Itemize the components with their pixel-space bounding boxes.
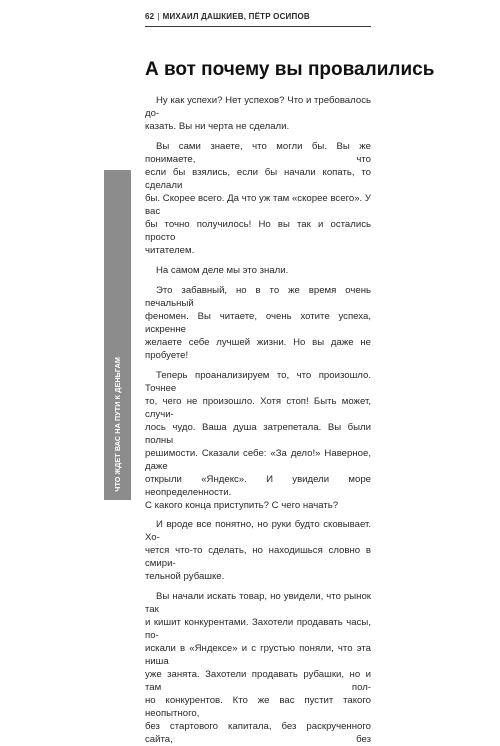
text-line: бы. Скорее всего. Да что уж там «скорее всего». У вас — [145, 192, 371, 217]
text-line: лось чудо. Ваша душа затрепетала. Вы были полны — [145, 421, 371, 446]
text-line: На самом деле мы это знали. — [156, 264, 289, 276]
text-line: решимости. Сказали себе: «За дело!» Наверное, даже — [145, 447, 371, 472]
text-line: С какого конца приступить? С чего начать? — [145, 499, 339, 511]
paragraph — [145, 264, 371, 277]
paragraph — [145, 369, 371, 512]
paragraph — [145, 590, 371, 746]
running-header — [145, 12, 370, 21]
text-line: и кишит конкурентами. Захотели продавать часы, по- — [145, 617, 371, 642]
header-rule — [145, 26, 371, 27]
text-line: уже занята. Захотели продавать рубашки, но и там пол- — [145, 669, 371, 694]
text-line: И вроде все понятно, но руки будто сковывает. Хо- — [145, 519, 371, 544]
header-separator: | — [157, 12, 160, 21]
text-line: то, чего не произошло. Хотя стоп! Быть может, случи- — [145, 395, 371, 420]
text-line: Это забавный, но в то же время очень печальный — [145, 284, 371, 309]
text-line: искали в «Яндексе» и с грустью поняли, что эта ниша — [145, 643, 371, 668]
text-line: читателем. — [145, 244, 195, 256]
text-line: Вы сами знаете, что могли бы. Вы же понимаете, что — [145, 140, 371, 165]
text-line: если бы взялись, если бы начали копать, то сделали — [145, 166, 371, 191]
text-line: открыли «Яндекс». И увидели море неопределенности. — [145, 473, 371, 498]
side-tab-label-wrap — [104, 170, 131, 500]
text-line: но конкурентов. Кто же вас пустит такого неопытного, — [145, 695, 371, 720]
text-line: желаете себе лучшей жизни. Но вы даже не пробуете! — [145, 336, 371, 361]
text-line: бы точно получилось! Но вы так и остались просто — [145, 218, 371, 243]
text-line: без стартового капитала, без раскрученного сайта, без — [145, 721, 371, 746]
side-tab-label: ЧТО ЖДЕТ ВАС НА ПУТИ К ДЕНЬГАМ — [113, 357, 122, 492]
chapter-title: А вот почему вы провалились — [145, 59, 435, 80]
paragraph — [145, 518, 371, 583]
text-line: Вы начали искать товар, но увидели, что рынок так — [145, 591, 371, 616]
text-line: Ну как успехи? Нет успехов? Что и требовалось до- — [145, 95, 371, 119]
paragraph — [145, 284, 371, 362]
paragraph — [145, 94, 371, 133]
header-authors: МИХАИЛ ДАШКИЕВ, ПЁТР ОСИПОВ — [162, 12, 310, 21]
page-number: 62 — [145, 12, 155, 21]
body-text — [145, 94, 371, 746]
text-line: казать. Вы ни черта не сделали. — [145, 121, 290, 132]
text-line: тельной рубашке. — [145, 571, 225, 583]
paragraph — [145, 140, 371, 257]
text-line: Теперь проанализируем то, что произошло. Точнее — [145, 369, 371, 394]
text-line: чется что-то сделать, но находишься словно в смири- — [145, 545, 371, 570]
text-line: феномен. Вы читаете, очень хотите успеха, искренне — [145, 310, 371, 335]
